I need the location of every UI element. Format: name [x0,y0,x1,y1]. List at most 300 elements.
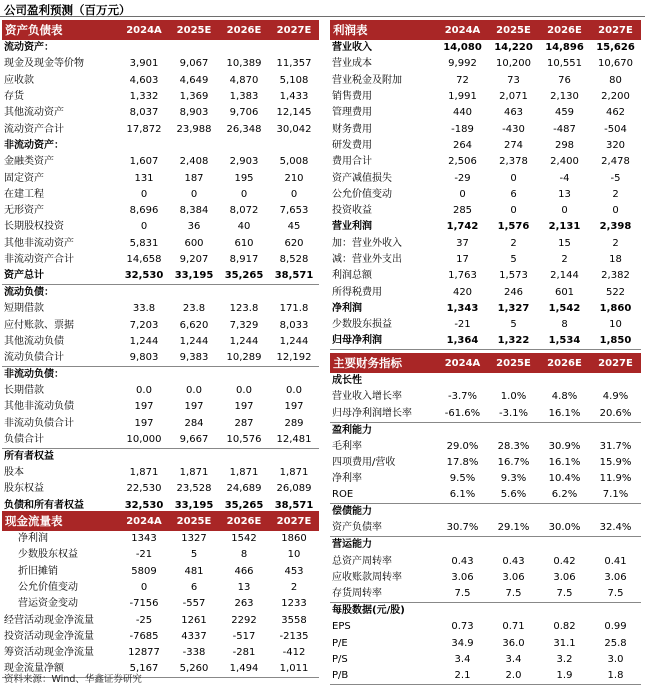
table-row [2,596,319,612]
balance-sheet-table [2,20,319,515]
cell-value: 6 [510,188,517,200]
row-label: 归母净利润 [330,333,437,350]
cell-value: 601 [554,286,575,298]
cell-value: 1,871 [279,467,309,479]
table-row [2,285,319,302]
cell-value: 1.0% [500,391,527,403]
cell-value [169,448,219,465]
cell-value: 195 [234,172,254,184]
table-row [2,367,319,384]
row-label: 公允价值变动 [18,582,78,594]
cell-value: 16.7% [497,457,530,469]
cell-value: 610 [234,237,254,249]
table-row [2,531,319,547]
table-row [2,612,319,628]
cell-value: 0.0 [286,385,302,397]
cell-value: 2 [510,237,517,249]
cell-value: 287 [234,417,254,429]
cell-value: 0 [510,205,517,217]
row-label: 营业税金及附加 [332,74,402,86]
cell-value: 1,011 [269,661,319,678]
cell-value: 3.0 [607,653,624,665]
cell-value [269,40,319,56]
cell-value: 7.1% [602,489,629,501]
cell-value: 420 [452,286,473,298]
cell-value: -29 [454,172,471,184]
table-row [2,154,319,170]
cell-value: 12,145 [276,107,312,119]
cell-value: -412 [282,647,306,659]
table-row [2,56,319,72]
cell-value [169,138,219,154]
table-row [2,40,319,56]
table-row [330,635,641,651]
cell-value [269,367,319,384]
cell-value [539,422,590,439]
title-divider [0,16,645,17]
table-row [330,203,641,219]
row-label: 营业成本 [332,58,372,70]
cell-value: 36 [187,221,201,233]
table-row [2,432,319,449]
cell-value: 8,384 [179,205,209,217]
cell-value: 0.41 [604,555,627,567]
cell-value: 11.9% [599,473,632,485]
row-label: 净利率 [332,473,362,485]
cell-value [539,537,590,554]
cell-value: 1,871 [229,467,259,479]
cell-value: 289 [284,417,304,429]
row-label: 负债合计 [4,433,44,445]
cell-value: -3.7% [447,391,477,403]
row-label: 股东权益 [4,483,44,495]
cell-value: 4.9% [602,391,629,403]
cell-value: 320 [605,139,626,151]
cell-value: 2,400 [550,156,579,168]
cell-value: 264 [452,139,473,151]
cell-value [488,603,539,620]
table-row [2,138,319,154]
row-label: 流动资产合计 [4,123,64,135]
row-label: 投资活动现金净流量 [4,630,94,642]
cell-value: 73 [507,74,520,86]
financial-ratios-table [330,353,641,685]
cell-value: 123.8 [229,303,259,315]
cell-value: 1,542 [548,302,581,314]
cell-value: 1,991 [448,91,477,103]
cell-value: 8 [240,549,248,561]
row-label: 流动负债合计 [4,352,64,364]
table-row [330,73,641,89]
cell-value: 9.3% [500,473,527,485]
row-label: 折旧摊销 [18,565,58,577]
row-label: 应付账款、票据 [4,319,74,331]
cell-value: 0.73 [451,621,474,633]
cell-value: 2,144 [550,270,579,282]
year-header: 2025E [169,511,219,531]
page-title: 公司盈利预测（百万元） [4,3,131,17]
cell-value: 3.06 [553,571,576,583]
table-row [330,668,641,685]
cell-value: 5 [510,254,517,265]
cell-value: 14,080 [443,42,482,54]
cell-value: 9,207 [179,254,209,265]
cell-value: 10,289 [226,352,262,364]
table-row [2,383,319,399]
cell-value: 35,265 [219,498,269,515]
cell-value: 2 [612,237,619,249]
cell-value: 20.6% [599,407,632,419]
cell-value: 22,530 [126,483,162,495]
table-row [2,170,319,186]
year-header: 2027E [590,353,641,373]
row-label: 归母净利润增长率 [332,407,412,419]
row-label: 研发费用 [332,139,372,151]
year-header: 2024A [437,353,488,373]
table-row [330,154,641,170]
cell-value: 7.5 [454,588,471,600]
row-label: 无形资产 [4,205,44,217]
row-label: 营运能力 [330,537,437,554]
cell-value: 5,167 [119,661,169,678]
row-label: P/S [332,653,348,665]
cell-value [269,448,319,465]
cell-value: 72 [456,74,469,86]
cell-value: 2.0 [488,668,539,685]
table-row [330,406,641,423]
row-label: 短期借款 [4,303,44,315]
income-statement-table [330,20,641,350]
row-label: 其他流动负债 [4,335,64,347]
cell-value: 0.43 [451,555,474,567]
row-label: 营业收入 [332,42,372,54]
row-label: 非流动资产： [4,139,64,151]
cell-value: 8,917 [229,254,259,265]
cell-value: 197 [234,401,254,413]
cell-value: 18 [609,254,622,265]
cell-value [590,603,641,620]
cell-value: 600 [184,237,204,249]
cell-value [219,138,269,154]
cell-value [488,373,539,389]
row-label: 加：营业外收入 [332,237,402,249]
cell-value: 0.42 [553,555,576,567]
cell-value: 5,008 [279,156,309,168]
cell-value: 3558 [281,614,307,626]
table-row [330,40,641,56]
row-label: 四项费用/营收 [332,457,396,469]
cell-value: 1,763 [448,270,477,282]
cell-value: 1,322 [488,333,539,350]
cell-value: 12,192 [276,352,312,364]
cell-value: 5,260 [169,661,219,678]
cell-value: -21 [135,549,153,561]
row-label: ROE [332,489,354,501]
cell-value [119,448,169,465]
row-label: 管理费用 [332,107,372,119]
row-label: EPS [332,621,351,633]
row-label: 负债和所有者权益 [2,498,119,515]
cell-value: 3,901 [129,58,159,70]
cell-value: 76 [558,74,571,86]
cell-value: 285 [452,205,473,217]
table-row [2,301,319,317]
cell-value: 0.71 [502,621,525,633]
cell-value: 8 [561,319,568,331]
cell-value: 5,831 [129,237,159,249]
cell-value [119,138,169,154]
cell-value: 2,200 [601,91,630,103]
row-label: 所有者权益 [2,448,119,465]
table-row [2,399,319,415]
cell-value: 3.2 [556,653,573,665]
cell-value: 0 [612,205,619,217]
cell-value: 463 [503,107,524,119]
table-row [2,73,319,89]
cell-value [269,138,319,154]
table-row [2,317,319,333]
cell-value: 1,742 [446,221,479,233]
cell-value: 2292 [231,614,257,626]
balance-sheet-header [2,20,319,40]
cell-value: 284 [184,417,204,429]
row-label: 筹资活动现金净流量 [4,647,94,659]
row-label: 现金流量净额 [2,661,119,678]
cell-value: 10 [287,549,301,561]
cell-value: 31.1 [553,637,576,649]
cell-value: 3.06 [604,571,627,583]
cell-value: -2135 [279,630,309,642]
cell-value: 197 [134,417,154,429]
table-row [330,301,641,317]
row-label: 投资收益 [332,205,372,217]
cell-value: 40 [237,221,251,233]
row-label: 资产总计 [4,270,44,282]
cell-value: 197 [184,401,204,413]
cell-value: 0 [140,188,148,200]
cell-value: 25.8 [604,637,627,649]
table-row [330,373,641,389]
year-header: 2025E [488,20,539,40]
cell-value: 32.4% [599,522,632,534]
year-header: 2027E [269,20,319,40]
row-label: 少数股东权益 [18,549,78,561]
table-row [330,652,641,668]
cell-value [539,373,590,389]
cash-flow-table [2,511,319,678]
table-row [330,389,641,405]
cell-value: 10 [609,319,622,331]
cell-value: 7.5 [556,588,573,600]
cell-value: 1,850 [590,333,641,350]
year-header: 2027E [269,511,319,531]
cell-value: -61.6% [444,407,481,419]
row-label: P/B [330,668,437,685]
cell-value: 26,089 [276,483,312,495]
row-label: 公允价值变动 [332,188,392,200]
table-row [2,416,319,432]
table-row [330,170,641,186]
cell-value [219,40,269,56]
cell-value: -3.1% [498,407,528,419]
cell-value: 9,706 [229,107,259,119]
cell-value: 0 [240,188,248,200]
cell-value: 0.43 [502,555,525,567]
cell-value: 10,389 [226,58,262,70]
cell-value: 9,067 [179,58,209,70]
cell-value: 0 [510,172,517,184]
table-row [330,439,641,455]
cell-value: -7156 [129,598,159,610]
row-label: 利润总额 [332,270,372,282]
cell-value: 6.1% [449,489,476,501]
cell-value [219,367,269,384]
cell-value: 5 [190,549,198,561]
cell-value: 2,131 [548,221,581,233]
cell-value: 1327 [181,533,207,545]
row-label: 其他非流动资产 [4,237,74,249]
cell-value: 14,896 [545,42,584,54]
cell-value: 37 [456,237,469,249]
table-row [2,580,319,596]
row-label: 净利润 [332,302,362,314]
cell-value: 0.99 [604,621,627,633]
cell-value: -430 [502,123,525,135]
cell-value: 2,903 [229,156,259,168]
table-row [2,645,319,661]
cell-value: 4,870 [229,74,259,86]
cell-value: 15 [558,237,571,249]
cell-value: 8,528 [279,254,309,265]
year-header: 2024A [119,20,169,40]
cell-value: 2,378 [499,156,528,168]
cell-value: 15,626 [596,42,635,54]
table-row [330,603,641,620]
row-label: 金融类资产 [4,156,54,168]
row-label: 股本 [4,467,24,479]
cell-value: 2,478 [601,156,630,168]
cell-value: 1,871 [179,467,209,479]
row-label: 应收款 [4,74,34,86]
cell-value: 1.9 [539,668,590,685]
table-row [2,564,319,580]
cell-value: 2 [612,188,619,200]
cell-value: 0.0 [186,385,202,397]
cell-value: 2,398 [599,221,632,233]
cell-value: 7.5 [607,588,624,600]
cell-value: 11,357 [276,58,312,70]
row-label: 营运资金变动 [18,598,78,610]
row-label: 流动资产： [4,42,54,54]
cell-value: 1,860 [599,302,632,314]
cell-value: 4,649 [179,74,209,86]
table-row [2,187,319,203]
row-label: 非流动负债合计 [4,417,74,429]
cell-value: 10.4% [548,473,581,485]
table-row [330,553,641,569]
row-label: 总资产周转率 [332,555,392,567]
table-row [330,504,641,521]
cell-value: 9,667 [179,433,209,445]
table-row [330,487,641,504]
table-row [330,317,641,333]
row-label: 经营活动现金净流量 [4,614,94,626]
table-row [330,236,641,252]
table-row [2,203,319,219]
cell-value: -7685 [129,630,159,642]
cell-value: 1,244 [179,335,209,347]
cell-value: 298 [554,139,575,151]
row-label: 在建工程 [4,188,44,200]
cell-value: 17 [456,254,469,265]
row-label: 营业利润 [332,221,372,233]
cell-value: 30,042 [276,123,312,135]
table-row [2,448,319,465]
year-header: 2025E [169,20,219,40]
cell-value: 462 [605,107,626,119]
cell-value: 7,203 [129,319,159,331]
cell-value: 1,343 [446,302,479,314]
cell-value: 1,494 [219,661,269,678]
row-label: 非流动负债： [2,367,119,384]
year-header: 2026E [539,353,590,373]
year-header: 2024A [119,511,169,531]
table-title: 现金流量表 [2,511,119,531]
cell-value: 24,689 [226,483,262,495]
cell-value: 3.4 [454,653,471,665]
table-row [330,252,641,268]
cell-value: 6 [190,582,198,594]
cell-value: 38,571 [269,498,319,515]
cell-value: 31.7% [599,440,632,452]
cell-value: 29.0% [446,440,479,452]
table-row [2,465,319,481]
cell-value: 1233 [281,598,307,610]
table-row [330,455,641,471]
cell-value: 29.1% [497,522,530,534]
cell-value: 10,576 [226,433,262,445]
table-row [330,471,641,487]
row-label: 成长性 [332,375,362,387]
cell-value [488,537,539,554]
cell-value: -487 [553,123,576,135]
table-row [330,333,641,350]
cell-value: 1,607 [129,156,159,168]
cell-value [119,40,169,56]
cell-value: 4337 [181,630,207,642]
row-label: 长期借款 [4,385,44,397]
table-row [2,252,319,268]
year-header: 2026E [219,20,269,40]
cell-value: 1,871 [129,467,159,479]
cell-value: 10,551 [547,58,582,70]
cell-value: 80 [609,74,622,86]
cell-value [219,448,269,465]
table-row [2,268,319,285]
cell-value: 28.3% [497,440,530,452]
cell-value: -517 [232,630,256,642]
row-label: 少数股东损益 [332,319,392,331]
cell-value: 34.9 [451,637,474,649]
table-row [330,422,641,439]
cell-value: 0 [459,188,466,200]
cell-value: 9,992 [448,58,477,70]
cell-value: 8,033 [279,319,309,331]
cell-value [269,285,319,302]
table-row [2,350,319,367]
cell-value: 1,369 [179,91,209,103]
cell-value [119,367,169,384]
